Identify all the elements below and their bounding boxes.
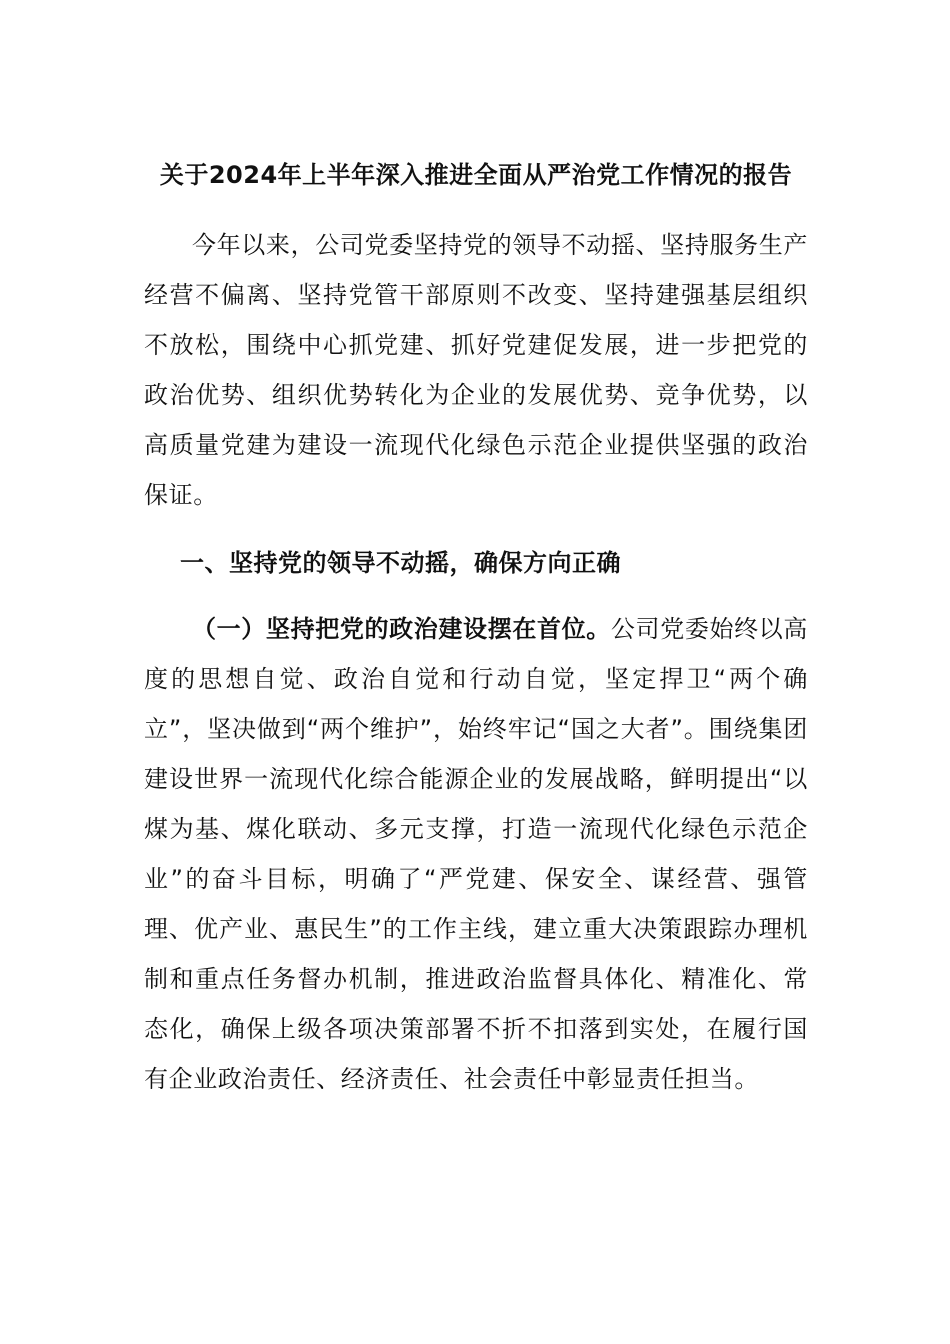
subsection-paragraph (144, 604, 808, 1104)
intro-paragraph: 今年以来，公司党委坚持党的领导不动摇、坚持服务生产经营不偏离、坚持党管干部原则不改变、坚持建强基层组织不放松，围绕中心抓党建、抓好党建促发展，进一步把党的政治优势、组织优势转化为企业的发展优势、竞争优势，以高质量党建为建设一流现代化绿色示范企业提供坚强的政治保证。 (144, 231, 808, 509)
document-title: 关于2024年上半年深入推进全面从严治党工作情况的报告 (159, 161, 793, 189)
subsection-body: 公司党委始终以高度的思想自觉、政治自觉和行动自觉，坚定捍卫“两个确立”，坚决做到“两个维护”，始终牢记“国之大者”。围绕集团建设世界一流现代化综合能源企业的发展战略，鲜明提出“以煤为基、煤化联动、多元支撑，打造一流现代化绿色示范企业”的奋斗目标，明确了“严党建、保安全、谋经营、强管理、优产业、惠民生”的工作主线，建立重大决策跟踪办理机制和重点任务督办机制，推进政治监督具体化、精准化、常态化，确保上级各项决策部署不折不扣落到实处，在履行国有企业政治责任、经济责任、社会责任中彰显责任担当。 (144, 615, 808, 1093)
section-heading: 一、坚持党的领导不动摇，确保方向正确 (180, 549, 621, 577)
document-body (144, 150, 808, 1104)
subsection-lead: （一）坚持把党的政治建设摆在首位。 (192, 615, 611, 643)
